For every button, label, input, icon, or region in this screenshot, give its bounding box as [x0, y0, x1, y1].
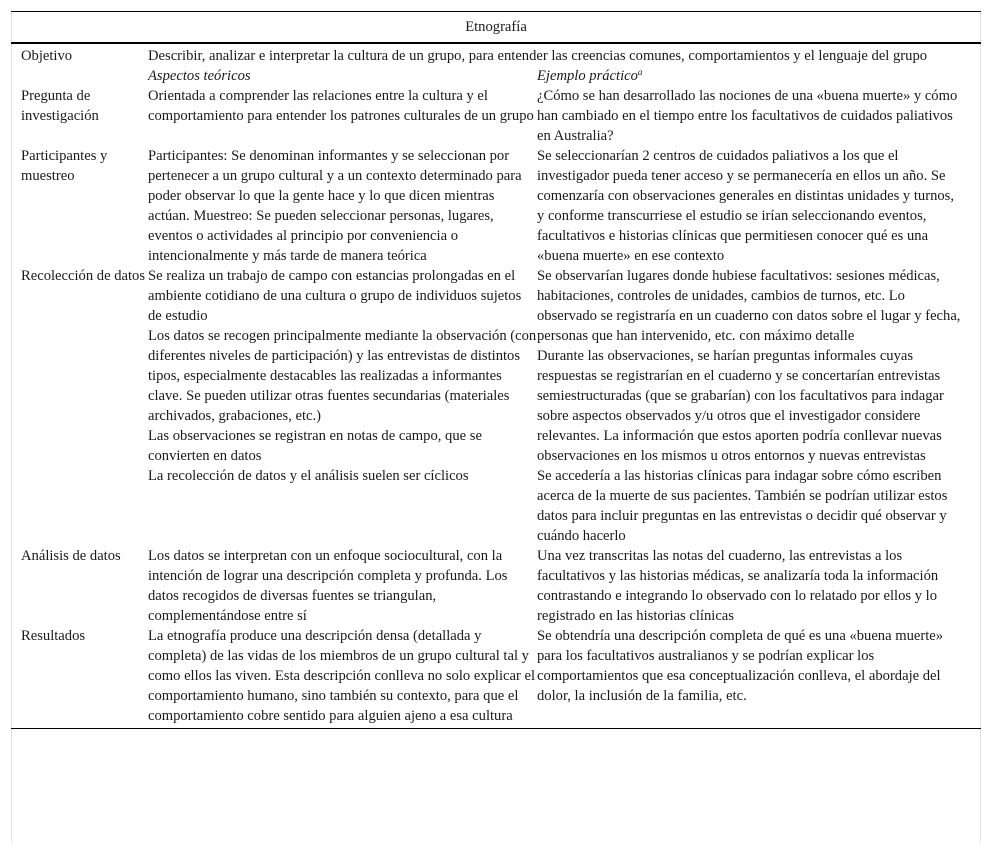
example-paragraph: Se observarían lugares donde hubiese facultativos: sesiones médicas, habitaciones, controles de unidades, cambios de turnos, etc. Lo observado se registraría en un cuaderno con datos sobre el lugar y fecha, personas que han intervenido, etc. con máximo detalle [537, 268, 961, 344]
row-label: Resultados [11, 626, 148, 729]
theory-paragraph: La recolección de datos y el análisis suelen ser cíclicos [148, 468, 469, 484]
table-header-row [11, 12, 981, 44]
footnote-marker: a [637, 67, 643, 77]
table-row [11, 626, 981, 729]
ethnography-table [11, 11, 981, 729]
theory-cell [148, 546, 537, 626]
subheader-row [11, 66, 981, 86]
table-row [11, 546, 981, 626]
table-row [11, 146, 981, 266]
theory-paragraph: Participantes: Se denominan informantes y se seleccionan por pertenecer a un grupo cultural y a un contexto determinado para poder observar lo que la gente hace y lo que dicen mientras actúan. Muestreo: Se pueden seleccionar personas, lugares, eventos o actividades al principio por conveniencia o intencionalmente y más tarde de manera teórica [148, 148, 522, 264]
row-label: Participantes y muestreo [21, 148, 108, 184]
theory-paragraph: Los datos se recogen principalmente mediante la observación (con diferentes niveles de participación) y las entrevistas de distintos tipos, especialmente destacables las realizadas a informantes clave. Se pueden utilizar otras fuentes secundarias (materiales archivados, grabaciones, etc.) [148, 328, 537, 424]
table-row [11, 86, 981, 146]
theory-paragraph: Las observaciones se registran en notas de campo, que se convierten en datos [148, 428, 482, 464]
table-row [11, 266, 981, 546]
example-cell [537, 546, 981, 626]
theory-cell [148, 266, 537, 546]
example-paragraph: Durante las observaciones, se harían preguntas informales cuyas respuestas se registrarían en el cuaderno y se concertarían entrevistas semiestructuradas (que se grabarían) con los facultativos para indagar sobre aspectos observados y/u otros que el investigador considere relevantes. La información que estos aporten podría conllevar nuevas observaciones en los mismos u otros entornos y nuevas entrevistas [537, 348, 944, 464]
row-label: Recolección de datos [21, 268, 145, 284]
row-label: Pregunta de investigación [21, 88, 99, 124]
theory-cell [148, 626, 537, 729]
row-label: Objetivo [21, 48, 73, 64]
subheader-theory: Aspectos teóricos [148, 68, 251, 84]
example-paragraph: Una vez transcritas las notas del cuaderno, las entrevistas a los facultativos y las historias médicas, se analizaría toda la información contrastando e integrando lo observado con lo relatado por ellos y lo registrado en las historias clínicas [537, 548, 939, 624]
example-paragraph: Se seleccionarían 2 centros de cuidados paliativos a los que el investigador pueda tener acceso y se permanecería en ellos un año. Se comenzaría con observaciones generales en distintas unidades y turnos, y conforme transcurriese el estudio se irían seleccionando eventos, facultativos e historias clínicas que permitiesen conocer qué es una «buena muerte» en ese contexto [537, 148, 954, 264]
example-cell [537, 86, 981, 146]
row-label: Análisis de datos [21, 548, 121, 564]
theory-paragraph: La etnografía produce una descripción densa (detallada y completa) de las vidas de los miembros de un grupo cultural tal y como ellos las viven. Esta descripción conlleva no solo explicar el comportamiento humano, sino también su contexto, para que el comportamiento cobre sentido para alguien ajeno a esa cultura [148, 628, 536, 724]
example-cell [537, 266, 981, 546]
example-paragraph: Se accedería a las historias clínicas para indagar sobre cómo escriben acerca de la muerte de sus pacientes. También se podrían utilizar estos datos para incluir preguntas en las entrevistas o decidir qué observar y cuándo hacerlo [537, 468, 948, 544]
table-title: Etnografía [11, 12, 981, 44]
subheader-empty [11, 66, 148, 86]
theory-paragraph: Los datos se interpretan con un enfoque sociocultural, con la intención de lograr una descripción completa y profunda. Los datos recogidos de diversas fuentes se triangulan, complementándose entre sí [148, 548, 508, 624]
theory-cell [148, 146, 537, 266]
subheader-example-label: Ejemplo práctico [537, 68, 638, 84]
objective-row [11, 43, 981, 66]
example-cell [537, 146, 981, 266]
example-paragraph: Se obtendría una descripción completa de qué es una «buena muerte» para los facultativos australianos y se podrían explicar los comportamientos que esa conceptualización conlleva, el abordaje del dolor, la inclusión de la familia, etc. [537, 628, 944, 704]
theory-cell [148, 86, 537, 146]
example-paragraph: ¿Cómo se han desarrollado las nociones de una «buena muerte» y cómo han cambiado en el tiempo entre los facultativos de cuidados paliativos en Australia? [537, 88, 958, 144]
theory-paragraph: Orientada a comprender las relaciones entre la cultura y el comportamiento para entender los patrones culturales de un grupo [148, 88, 534, 124]
example-cell [537, 626, 981, 729]
objective-text: Describir, analizar e interpretar la cultura de un grupo, para entender las creencias comunes, comportamientos y el lenguaje del grupo [148, 48, 928, 64]
subheader-example [537, 66, 981, 86]
theory-paragraph: Se realiza un trabajo de campo con estancias prolongadas en el ambiente cotidiano de una cultura o grupo de individuos sujetos de estudio [148, 268, 522, 324]
